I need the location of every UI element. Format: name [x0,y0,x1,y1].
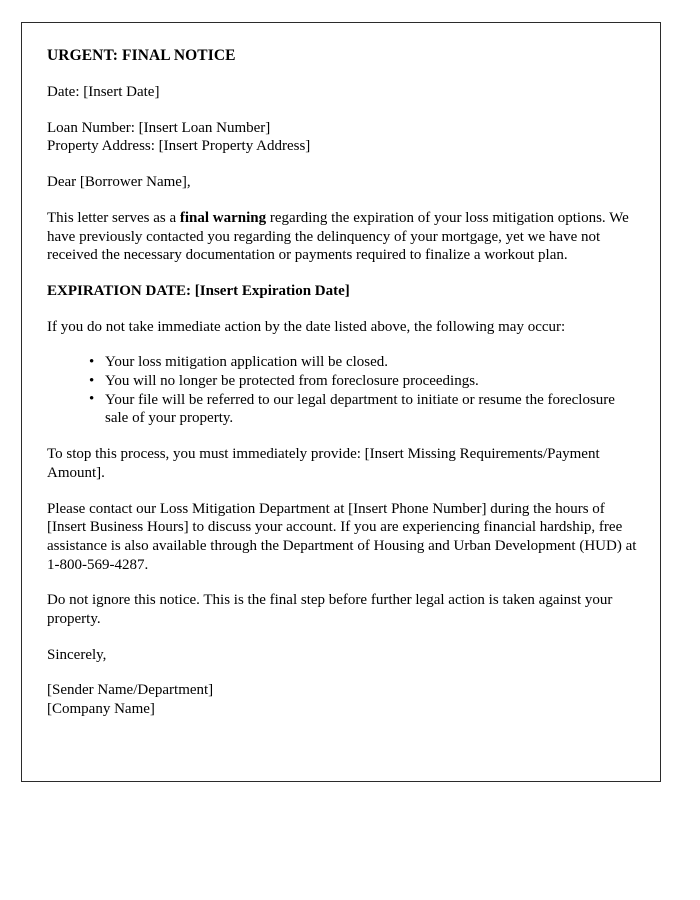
loan-number-line: Loan Number: [Insert Loan Number] [47,119,271,136]
list-item: • You will no longer be protected from foreclosure proceedings. [89,372,637,391]
intro-paragraph [47,209,637,265]
company-name-line: [Company Name] [47,701,155,718]
letter-content [22,23,660,719]
list-item: • Your loss mitigation application will be closed. [89,353,637,372]
closing-line: Sincerely, [47,646,107,663]
final-warning-paragraph: Do not ignore this notice. This is the final step before further legal action is taken against your property. [47,592,613,628]
letter-border-frame [21,22,661,782]
consequences-list [47,353,637,428]
intro-after-bold: regarding the expiration of your loss mitigation options. We have previously contacted you regarding the delinquency of your mortgage, yet we have not received the necessary documentation or payments required to finalize a workout plan. [47,209,629,264]
page-title: URGENT: FINAL NOTICE [47,47,236,64]
salutation-line: Dear [Borrower Name], [47,174,191,191]
sender-name-line: [Sender Name/Department] [47,682,214,699]
expiration-date-line: EXPIRATION DATE: [Insert Expiration Date] [47,282,350,299]
date-line: Date: [Insert Date] [47,84,160,100]
intro-before-bold: This letter serves as a [47,209,180,226]
list-item: • Your file will be referred to our legal department to initiate or resume the foreclosure sale of your property. [89,391,637,428]
contact-paragraph: Please contact our Loss Mitigation Department at [Insert Phone Number] during the hours of [Insert Business Hours] to discuss your account. If you are experiencing financial hardship, free assistance is also available through the Department of Housing and Urban Development (HUD) at 1-800-569-4287. [47,500,637,573]
requirements-paragraph: To stop this process, you must immediately provide: [Insert Missing Requirements/Payment Amount]. [47,446,600,481]
signature-block [47,681,637,718]
consequences-intro: If you do not take immediate action by the date listed above, the following may occur: [47,318,566,335]
property-address-line: Property Address: [Insert Property Address] [47,138,311,155]
final-warning-emphasis: final warning [179,209,267,226]
